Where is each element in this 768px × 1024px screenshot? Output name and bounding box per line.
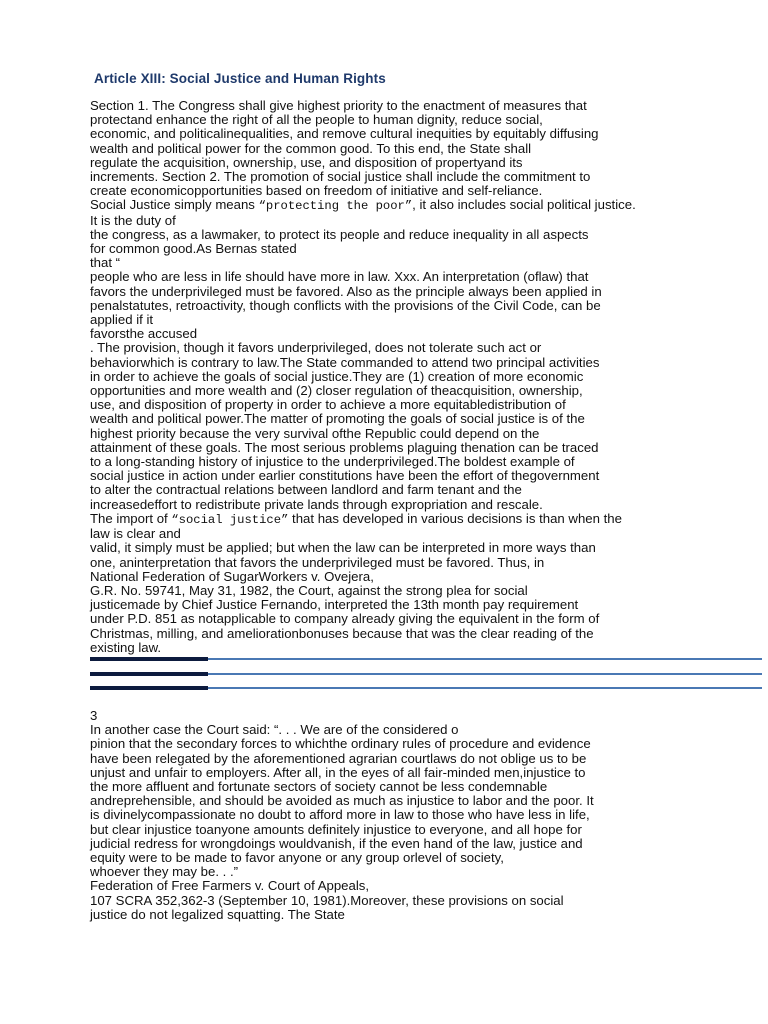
- text-line: is divinelycompassionate no doubt to afford more in law to those who have less in life,: [90, 807, 590, 823]
- text-line: increasedeffort to redistribute private lands through expropriation and rescale.: [90, 496, 543, 512]
- text-line: favors the underprivileged must be favored. Also as the principle always been applied in: [90, 283, 602, 299]
- text-line: law is clear and: [90, 526, 181, 542]
- separator-rule-1: [90, 657, 762, 671]
- text-run: Social Justice simply means: [90, 197, 259, 213]
- text-line: existing law.: [90, 639, 162, 655]
- text-line: under P.D. 851 as notapplicable to company already giving the equivalent in the form of: [90, 611, 600, 627]
- text-run: , it also includes social political justice.: [412, 197, 636, 213]
- text-line: opportunities and more wealth and (2) closer regulation of theacquisition, ownership,: [90, 383, 583, 399]
- text-line: but clear injustice toanyone amounts definitely injustice to everyone, and all hope for: [90, 821, 582, 837]
- separator-thin-segment: [208, 658, 762, 660]
- separator-thick-segment: [90, 686, 208, 690]
- text-line: the more affluent and fortunate sectors of society cannot be less condemnable: [90, 779, 548, 795]
- text-line: [90, 512, 690, 527]
- separator-rule-3: [90, 686, 762, 700]
- text-line: unjust and unfair to employers. After all, in the eyes of all fair-minded men,injustice to: [90, 764, 586, 780]
- text-line: protectand enhance the right of all the people to human dignity, reduce social,: [90, 112, 543, 128]
- quoted-phrase: “social justice”: [171, 512, 289, 527]
- text-line: to alter the contractual relations between landlord and farm tenant and the: [90, 482, 522, 498]
- text-line: It is the duty of: [90, 212, 176, 228]
- text-line: favorsthe accused: [90, 326, 198, 342]
- text-line: G.R. No. 59741, May 31, 1982, the Court, against the strong plea for social: [90, 582, 528, 598]
- text-run: that has developed in various decisions is than when the: [288, 510, 622, 526]
- text-line: use, and disposition of property in order to achieve a more equitabledistribution of: [90, 397, 566, 413]
- text-line: pinion that the secondary forces to whichthe ordinary rules of procedure and evidence: [90, 736, 591, 752]
- text-line: 107 SCRA 352,362-3 (September 10, 1981).Moreover, these provisions on social: [90, 892, 564, 908]
- separator-thin-segment: [208, 687, 762, 689]
- text-line: wealth and political power for the common good. To this end, the State shall: [90, 140, 532, 156]
- text-line: [90, 198, 690, 213]
- text-line: increments. Section 2. The promotion of social justice shall include the commitment to: [90, 169, 591, 185]
- text-line: whoever they may be. . .”: [90, 864, 239, 880]
- text-line: behaviorwhich is contrary to law.The State commanded to attend two principal activities: [90, 354, 600, 370]
- text-line: penalstatutes, retroactivity, though conflicts with the provisions of the Civil Code, can be: [90, 297, 601, 313]
- text-line: for common good.As Bernas stated: [90, 241, 297, 257]
- text-line: Federation of Free Farmers v. Court of Appeals,: [90, 878, 370, 894]
- text-line: attainment of these goals. The most serious problems plaguing thenation can be traced: [90, 439, 599, 455]
- text-line: justicemade by Chief Justice Fernando, interpreted the 13th month pay requirement: [90, 597, 579, 613]
- text-run: The import of: [90, 510, 172, 526]
- text-line: have been relegated by the aforementioned agrarian courtlaws do not oblige us to be: [90, 750, 587, 766]
- text-line: in order to achieve the goals of social justice.They are (1) creation of more economic: [90, 368, 584, 384]
- text-line: Christmas, milling, and ameliorationbonuses because that was the clear reading of the: [90, 625, 594, 641]
- text-line: equity were to be made to favor anyone or any group orlevel of society,: [90, 850, 504, 866]
- text-line: . The provision, though it favors underprivileged, does not tolerate such act or: [90, 340, 542, 356]
- text-line: social justice in action under earlier constitutions have been the effort of thegovernment: [90, 468, 600, 484]
- text-block-1: [90, 99, 690, 655]
- text-line: wealth and political power.The matter of promoting the goals of social justice is of the: [90, 411, 585, 427]
- text-line: create economicopportunities based on freedom of initiative and self-reliance.: [90, 183, 543, 199]
- text-line: that “: [90, 255, 121, 271]
- text-line: Section 1. The Congress shall give highest priority to the enactment of measures that: [90, 98, 587, 113]
- separator-thin-segment: [208, 673, 762, 675]
- quoted-phrase: “protecting the poor”: [258, 199, 413, 214]
- text-line: andreprehensible, and should be avoided as much as injustice to labor and the poor. It: [90, 793, 594, 809]
- text-line: 3: [90, 708, 98, 723]
- text-line: people who are less in life should have more in law. Xxx. An interpretation (oflaw) that: [90, 269, 589, 285]
- text-line: judicial redress for wrongdoings wouldvanish, if the even hand of the law, justice and: [90, 835, 583, 851]
- text-line: economic, and politicalinequalities, and remove cultural inequities by equitably diffusing: [90, 126, 599, 142]
- text-line: to a long-standing history of injustice to the underprivileged.The boldest example of: [90, 454, 575, 470]
- document-title: Article XIII: Social Justice and Human Rights: [94, 71, 386, 86]
- text-block-2: [90, 709, 690, 922]
- text-line: one, aninterpretation that favors the underprivileged must be favored. Thus, in: [90, 554, 545, 570]
- text-line: In another case the Court said: “. . . We are of the considered o: [90, 722, 459, 738]
- text-line: justice do not legalized squatting. The State: [90, 906, 345, 922]
- separator-rule-2: [90, 672, 762, 686]
- separator-thick-segment: [90, 672, 208, 676]
- text-line: National Federation of SugarWorkers v. Ovejera,: [90, 568, 374, 584]
- text-line: the congress, as a lawmaker, to protect its people and reduce inequality in all aspects: [90, 226, 589, 242]
- text-line: highest priority because the very survival ofthe Republic could depend on the: [90, 425, 540, 441]
- text-line: valid, it simply must be applied; but when the law can be interpreted in more ways than: [90, 540, 596, 556]
- text-line: applied if it: [90, 312, 154, 328]
- text-line: regulate the acquisition, ownership, use, and disposition of propertyand its: [90, 154, 523, 170]
- separator-thick-segment: [90, 657, 208, 661]
